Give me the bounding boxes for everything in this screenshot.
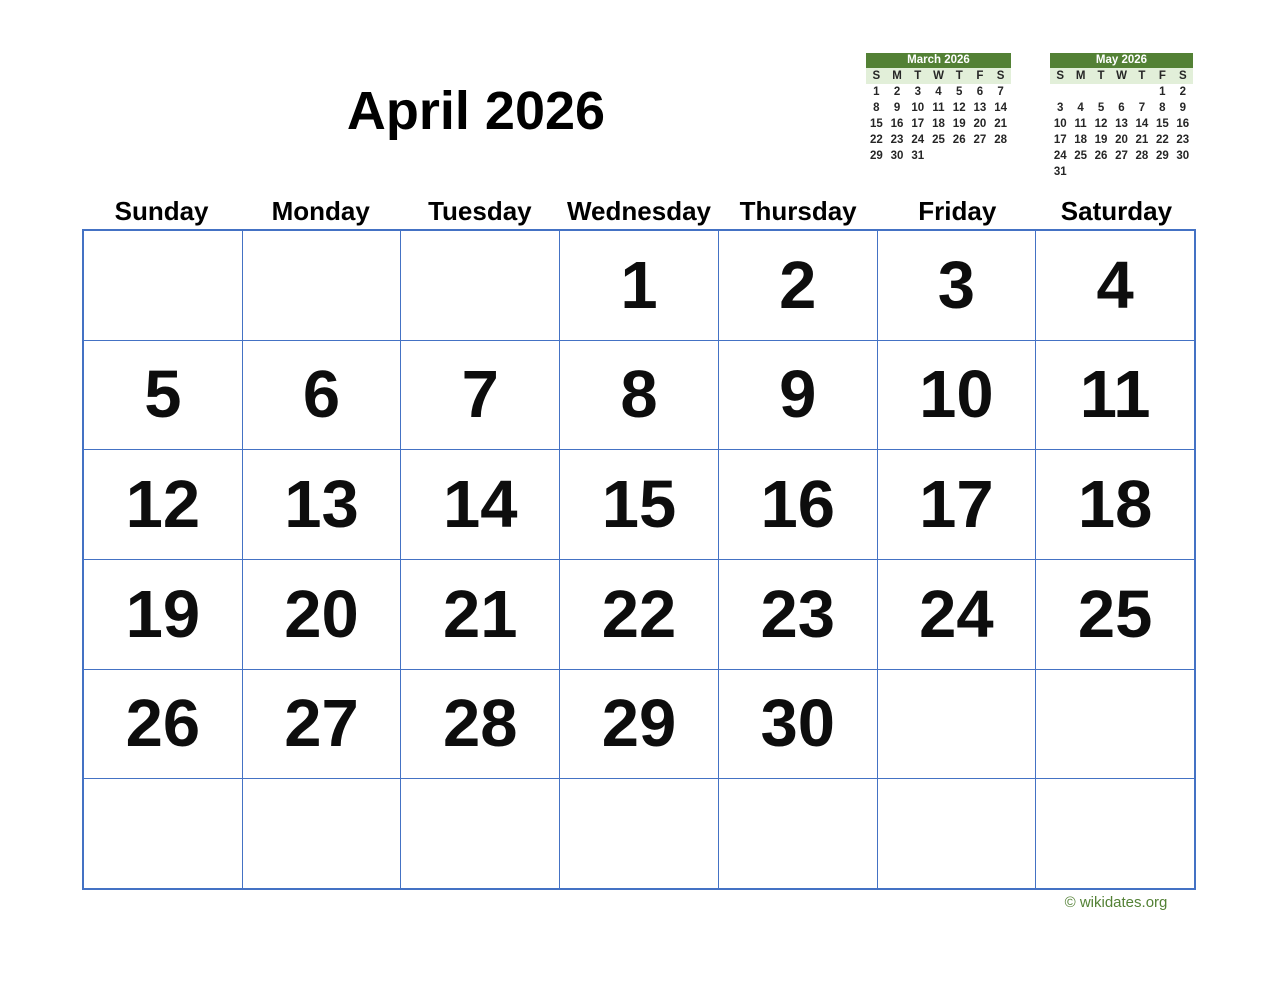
mini-date-cell-26: 26	[952, 134, 966, 146]
calendar-cell-22: 22	[560, 560, 718, 669]
mini-date-cell-12: 12	[1094, 118, 1108, 130]
mini-date-cell-empty	[1091, 164, 1111, 180]
mini-date-cell-17: 17	[911, 118, 925, 130]
calendar-cell-24: 24	[878, 560, 1036, 669]
mini-day-header: W	[1116, 70, 1127, 82]
mini-day-header: T	[1097, 70, 1105, 82]
mini-date-cell-21: 21	[1135, 134, 1149, 146]
mini-date-cell-13: 13	[973, 102, 987, 114]
mini-day-header: S	[1056, 70, 1065, 82]
mini-date-cell-empty	[1132, 84, 1152, 100]
mini-calendar-day-header-row	[1050, 68, 1193, 84]
calendar-cell-23: 23	[719, 560, 877, 669]
mini-date-cell-6: 6	[1118, 102, 1125, 114]
weekday-header-wednesday: Wednesday	[566, 196, 711, 226]
mini-date-cell-30: 30	[890, 150, 904, 162]
mini-day-header: W	[933, 70, 944, 82]
mini-date-cell-26: 26	[1094, 150, 1108, 162]
mini-date-cell-28: 28	[994, 134, 1008, 146]
mini-date-cell-17: 17	[1053, 134, 1067, 146]
calendar-cell-empty	[1036, 779, 1194, 888]
mini-calendar-date-grid	[1050, 84, 1193, 180]
mini-date-cell-8: 8	[1159, 102, 1166, 114]
weekday-header-saturday: Saturday	[1060, 196, 1173, 226]
mini-date-cell-14: 14	[1135, 118, 1149, 130]
mini-calendar-title: May 2026	[1050, 53, 1193, 68]
mini-date-cell-16: 16	[1176, 118, 1190, 130]
mini-date-cell-21: 21	[994, 118, 1008, 130]
mini-date-cell-empty	[949, 148, 970, 164]
calendar-cell-25: 25	[1036, 560, 1194, 669]
calendar-cell-6: 6	[243, 341, 401, 450]
mini-day-header: T	[955, 70, 963, 82]
mini-date-cell-25: 25	[1074, 150, 1088, 162]
mini-date-cell-empty	[1070, 84, 1090, 100]
mini-date-cell-6: 6	[976, 86, 984, 98]
mini-date-cell-empty	[1050, 84, 1070, 100]
mini-date-cell-12: 12	[952, 102, 966, 114]
mini-date-cell-20: 20	[1115, 134, 1128, 146]
mini-date-cell-empty	[1173, 164, 1193, 180]
mini-date-cell-9: 9	[893, 102, 901, 114]
mini-date-cell-18: 18	[1074, 134, 1088, 146]
calendar-cell-empty	[84, 231, 242, 340]
calendar-grid	[82, 229, 1196, 890]
mini-date-cell-27: 27	[973, 134, 987, 146]
mini-date-cell-2: 2	[893, 86, 901, 98]
mini-date-cell-10: 10	[911, 102, 925, 114]
calendar-cell-empty	[878, 779, 1036, 888]
calendar-cell-15: 15	[560, 450, 718, 559]
mini-date-cell-23: 23	[890, 134, 904, 146]
mini-date-cell-5: 5	[956, 86, 963, 98]
calendar-cell-9: 9	[719, 341, 877, 450]
mini-date-cell-22: 22	[869, 134, 883, 146]
mini-date-cell-24: 24	[1053, 150, 1067, 162]
mini-day-header: M	[892, 70, 902, 82]
mini-date-cell-29: 29	[869, 150, 883, 162]
calendar-cell-empty	[243, 779, 401, 888]
calendar-cell-29: 29	[560, 670, 718, 779]
mini-date-cell-2: 2	[1179, 86, 1186, 98]
mini-calendar-may-2026	[1050, 53, 1193, 180]
calendar-cell-30: 30	[719, 670, 877, 779]
calendar-cell-4: 4	[1036, 231, 1194, 340]
weekday-header-friday: Friday	[918, 196, 997, 226]
mini-date-cell-empty	[1111, 84, 1131, 100]
page-title: April 2026	[346, 81, 606, 141]
mini-date-cell-23: 23	[1176, 134, 1190, 146]
mini-date-cell-1: 1	[1159, 86, 1166, 98]
copyright-link[interactable]: © wikidates.org	[1064, 894, 1168, 911]
mini-date-cell-empty	[1152, 164, 1172, 180]
mini-date-cell-25: 25	[932, 134, 945, 146]
mini-calendar-march-2026	[866, 53, 1011, 164]
mini-day-header: M	[1075, 70, 1086, 82]
mini-date-cell-19: 19	[1094, 134, 1108, 146]
mini-date-cell-11: 11	[932, 102, 945, 114]
calendar-cell-empty	[1036, 670, 1194, 779]
mini-date-cell-empty	[1132, 164, 1152, 180]
mini-date-cell-empty	[928, 148, 949, 164]
calendar-cell-12: 12	[84, 450, 242, 559]
calendar-cell-17: 17	[878, 450, 1036, 559]
calendar-cell-16: 16	[719, 450, 877, 559]
mini-date-cell-30: 30	[1176, 150, 1190, 162]
calendar-cell-27: 27	[243, 670, 401, 779]
calendar-cell-2: 2	[719, 231, 877, 340]
mini-day-header: T	[1138, 70, 1146, 82]
calendar-cell-18: 18	[1036, 450, 1194, 559]
mini-date-cell-28: 28	[1135, 150, 1149, 162]
mini-date-cell-14: 14	[994, 102, 1008, 114]
mini-date-cell-10: 10	[1053, 118, 1067, 130]
mini-date-cell-31: 31	[1053, 166, 1067, 178]
mini-date-cell-7: 7	[997, 86, 1004, 98]
mini-date-cell-15: 15	[869, 118, 883, 130]
mini-date-cell-8: 8	[873, 102, 880, 114]
mini-day-header: F	[1158, 70, 1166, 82]
mini-date-cell-empty	[970, 148, 991, 164]
mini-date-cell-27: 27	[1115, 150, 1128, 162]
weekday-header-sunday: Sunday	[114, 196, 209, 226]
mini-calendar-title: March 2026	[866, 53, 1011, 68]
mini-date-cell-5: 5	[1097, 102, 1105, 114]
mini-day-header: S	[996, 70, 1005, 82]
mini-day-header: S	[1178, 70, 1187, 82]
weekday-header-tuesday: Tuesday	[428, 196, 532, 226]
mini-date-cell-3: 3	[914, 86, 921, 98]
calendar-cell-19: 19	[84, 560, 242, 669]
calendar-cell-1: 1	[560, 231, 718, 340]
calendar-cell-14: 14	[401, 450, 559, 559]
mini-day-header: S	[872, 70, 881, 82]
mini-date-cell-20: 20	[973, 118, 987, 130]
mini-date-cell-15: 15	[1155, 118, 1169, 130]
mini-date-cell-empty	[990, 148, 1011, 164]
weekday-header-row	[82, 196, 1196, 226]
mini-date-cell-3: 3	[1057, 102, 1064, 114]
mini-date-cell-empty	[1111, 164, 1131, 180]
mini-date-cell-19: 19	[952, 118, 966, 130]
calendar-cell-8: 8	[560, 341, 718, 450]
mini-date-cell-24: 24	[911, 134, 925, 146]
mini-date-cell-4: 4	[1077, 102, 1084, 114]
calendar-cell-7: 7	[401, 341, 559, 450]
calendar-cell-empty	[560, 779, 718, 888]
mini-date-cell-7: 7	[1138, 102, 1146, 114]
calendar-cell-empty	[401, 231, 559, 340]
calendar-cell-empty	[84, 779, 242, 888]
calendar-cell-20: 20	[243, 560, 401, 669]
mini-day-header: F	[976, 70, 984, 82]
calendar-cell-26: 26	[84, 670, 242, 779]
calendar-cell-empty	[719, 779, 877, 888]
calendar-cell-21: 21	[401, 560, 559, 669]
mini-date-cell-29: 29	[1155, 150, 1169, 162]
calendar-cell-3: 3	[878, 231, 1036, 340]
calendar-cell-5: 5	[84, 341, 242, 450]
calendar-cell-28: 28	[401, 670, 559, 779]
mini-date-cell-1: 1	[873, 86, 880, 98]
mini-date-cell-11: 11	[1074, 118, 1087, 130]
mini-day-header: T	[914, 70, 922, 82]
mini-date-cell-18: 18	[932, 118, 945, 130]
calendar-cell-empty	[878, 670, 1036, 779]
mini-date-cell-4: 4	[935, 86, 942, 98]
mini-date-cell-22: 22	[1155, 134, 1169, 146]
mini-date-cell-9: 9	[1179, 102, 1186, 114]
weekday-header-monday: Monday	[271, 196, 370, 226]
calendar-cell-empty	[243, 231, 401, 340]
calendar-cell-10: 10	[878, 341, 1036, 450]
mini-date-cell-13: 13	[1115, 118, 1128, 130]
calendar-cell-13: 13	[243, 450, 401, 559]
mini-calendar-day-header-row	[866, 68, 1011, 84]
mini-calendar-date-grid	[866, 84, 1011, 164]
mini-date-cell-empty	[1091, 84, 1111, 100]
calendar-cell-empty	[401, 779, 559, 888]
weekday-header-thursday: Thursday	[739, 196, 857, 226]
mini-date-cell-16: 16	[890, 118, 904, 130]
mini-date-cell-31: 31	[911, 150, 925, 162]
mini-date-cell-empty	[1070, 164, 1090, 180]
calendar-cell-11: 11	[1036, 341, 1194, 450]
